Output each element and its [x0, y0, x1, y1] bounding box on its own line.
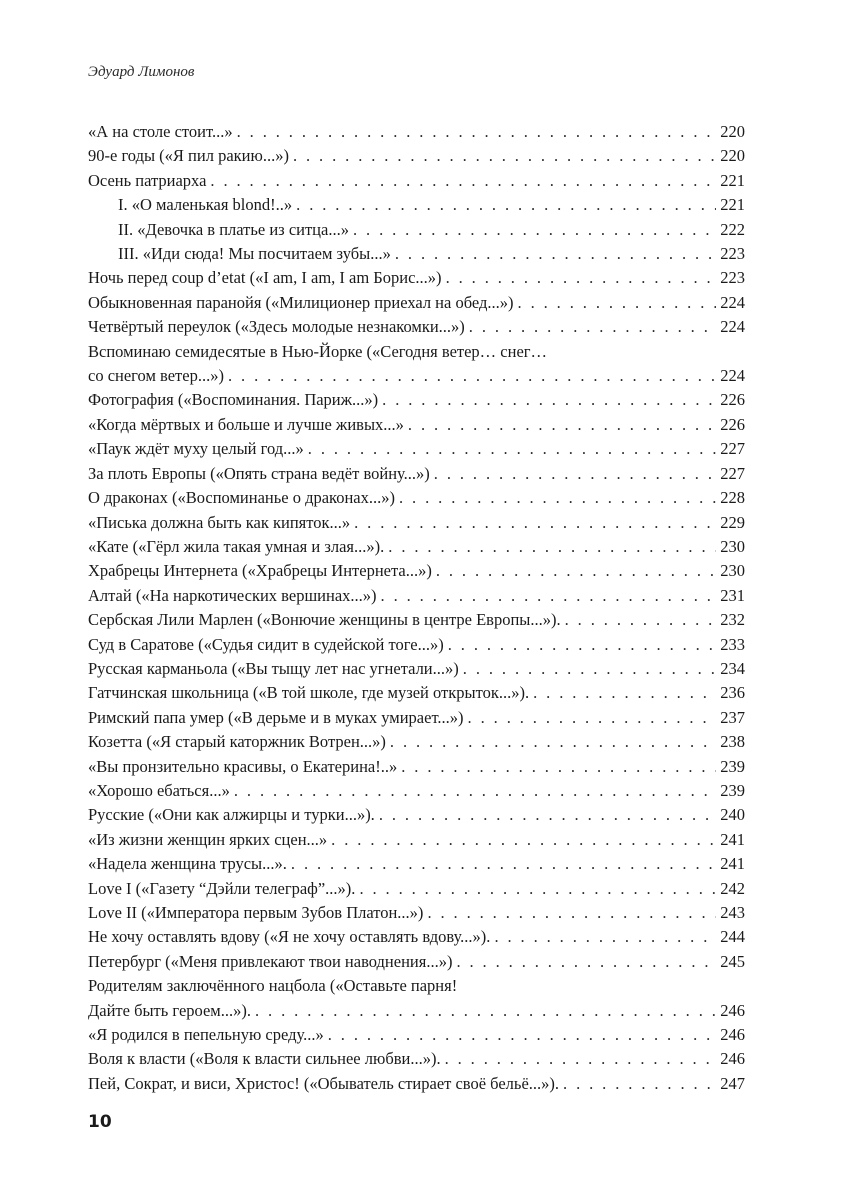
toc-entry [88, 852, 745, 876]
toc-entry-title: Дайте быть героем...»). [88, 1000, 251, 1020]
toc-entry-line [88, 486, 745, 510]
toc-entry [88, 779, 745, 803]
toc-entry-page: 246 [720, 1000, 745, 1020]
toc-entry [88, 169, 745, 193]
toc-entry-line [88, 755, 745, 779]
toc-entry [88, 315, 745, 339]
toc-entry-line [88, 925, 745, 949]
dot-leader [533, 681, 716, 705]
dot-leader [381, 584, 717, 608]
dot-leader [408, 413, 716, 437]
toc-entry-title: «Когда мёртвых и больше и лучше живых...» [88, 414, 404, 434]
toc-entry [88, 462, 745, 486]
toc-entry-title: Пей, Сократ, и виси, Христос! («Обыватель стирает своё бельё...»). [88, 1073, 560, 1093]
toc-entry [88, 755, 745, 779]
toc-entry-title: Римский папа умер («В дерьме и в муках умирает...») [88, 707, 464, 727]
toc-entry-page: 221 [720, 170, 745, 190]
toc-entry-line [88, 803, 745, 827]
toc-entry-line [88, 584, 745, 608]
toc-entry-title: Четвёртый переулок («Здесь молодые незнакомки...») [88, 317, 465, 337]
dot-leader [359, 877, 716, 901]
toc-entry-title: «А на столе стоит...» [88, 122, 233, 141]
toc-entry-page: 241 [720, 829, 745, 849]
toc-entry-title: «Паук ждёт муху целый год...» [88, 439, 304, 459]
toc-entry-page: 224 [720, 366, 745, 386]
toc-entry [88, 413, 745, 437]
toc-entry-page: 232 [720, 610, 745, 630]
dot-leader [427, 901, 716, 925]
toc-entry-title: Love I («Газету “Дэйли телеграф”...»). [88, 878, 356, 898]
toc-entry-title: I. «О маленькая blond!..» [118, 195, 293, 215]
dot-leader [434, 462, 716, 486]
toc-entry [88, 535, 745, 559]
toc-entry-line [88, 388, 745, 412]
dot-leader [237, 120, 717, 144]
toc-entry-line [88, 242, 745, 266]
toc-entry-line [88, 559, 745, 583]
toc-entry-page: 238 [720, 732, 745, 752]
toc-entry [88, 388, 745, 412]
toc-entry-title: «Кате («Гёрл жила такая умная и злая...»). [88, 536, 385, 556]
toc-entry [88, 657, 745, 681]
dot-leader [388, 535, 716, 559]
toc-entry-line [88, 730, 745, 754]
dot-leader [291, 852, 716, 876]
toc-entry-line [88, 266, 745, 290]
dot-leader [210, 169, 716, 193]
toc-entry-page: 227 [720, 463, 745, 483]
toc-entry [88, 950, 745, 974]
toc-entry-line [88, 1072, 745, 1096]
dot-leader [354, 511, 716, 535]
toc-entry [88, 1072, 745, 1096]
toc-entry-title: 90-е годы («Я пил ракию...») [88, 146, 289, 166]
toc-entry-line [88, 144, 745, 168]
toc-entry-page: 244 [720, 927, 745, 947]
dot-leader [446, 266, 717, 290]
toc-entry-title: Храбрецы Интернета («Храбрецы Интернета...») [88, 561, 432, 581]
toc-entry-line [88, 828, 745, 852]
toc-entry-title: Козетта («Я старый каторжник Вотрен...») [88, 732, 386, 752]
dot-leader [399, 486, 716, 510]
dot-leader [228, 364, 716, 388]
toc-entry-page: 226 [720, 390, 745, 410]
toc-entry-page: 246 [720, 1025, 745, 1045]
toc-entry-page: 234 [720, 658, 745, 678]
toc-entry-page: 233 [720, 634, 745, 654]
toc-entry-title: Русская карманьола («Вы тыщу лет нас угнетали...») [88, 658, 459, 678]
toc-entry-title: II. «Девочка в платье из ситца...» [118, 219, 349, 239]
toc-entry [88, 803, 745, 827]
dot-leader [331, 828, 716, 852]
toc-entry-title: Воля к власти («Воля к власти сильнее любви...»). [88, 1049, 441, 1069]
toc-entry-line [88, 974, 745, 998]
toc-entry-line [88, 535, 745, 559]
dot-leader [401, 755, 716, 779]
toc-entry [88, 633, 745, 657]
dot-leader [390, 730, 716, 754]
toc-entry-page: 224 [720, 292, 745, 312]
toc-entry [88, 608, 745, 632]
toc-entry [88, 193, 745, 217]
toc-entry-title: Суд в Саратове («Судья сидит в судейской тоге...») [88, 634, 444, 654]
toc-entry-line [88, 511, 745, 535]
toc-entry-title: Сербская Лили Марлен («Вонючие женщины в центре Европы...»). [88, 610, 561, 630]
toc-entry-title: «Хорошо ебаться...» [88, 780, 230, 800]
toc-entry-page: 227 [720, 439, 745, 459]
toc-entry [88, 681, 745, 705]
toc-entry-line [88, 608, 745, 632]
dot-leader [494, 925, 716, 949]
toc-entry-title: Не хочу оставлять вдову («Я не хочу оставлять вдову...»). [88, 927, 491, 947]
toc-entry [88, 706, 745, 730]
toc-entry-page: 223 [720, 268, 745, 288]
dot-leader [255, 999, 716, 1023]
page-number: 10 [88, 1112, 112, 1132]
toc-entry-page: 224 [720, 317, 745, 337]
toc-entry-line [88, 779, 745, 803]
toc-entry [88, 1047, 745, 1071]
toc-entry [88, 120, 745, 144]
dot-leader [468, 706, 717, 730]
toc-entry-line [88, 437, 745, 461]
dot-leader [563, 1072, 716, 1096]
dot-leader [565, 608, 717, 632]
dot-leader [456, 950, 716, 974]
toc-entry-page: 221 [720, 195, 745, 215]
toc-entry-page: 242 [720, 878, 745, 898]
dot-leader [382, 388, 716, 412]
toc-entry [88, 828, 745, 852]
dot-leader [293, 144, 716, 168]
toc-entry-page: 226 [720, 414, 745, 434]
toc-entry [88, 511, 745, 535]
toc-entry-page: 246 [720, 1049, 745, 1069]
dot-leader [448, 633, 717, 657]
toc-entry-title: За плоть Европы («Опять страна ведёт войну...») [88, 463, 430, 483]
toc-entry-title: «Из жизни женщин ярких сцен...» [88, 829, 328, 849]
toc-entry [88, 1023, 745, 1047]
toc-entry [88, 242, 745, 266]
toc-entry-title: со снегом ветер...») [88, 366, 224, 386]
toc-entry-line [88, 1047, 745, 1071]
toc-entry-page: 229 [720, 512, 745, 532]
toc-entry [88, 559, 745, 583]
toc-entry-page: 245 [720, 951, 745, 971]
toc-entry-page: 222 [720, 219, 745, 239]
toc-entry-line [88, 169, 745, 193]
dot-leader [463, 657, 716, 681]
toc-entry-line [88, 999, 745, 1023]
toc-entry-page: 230 [720, 536, 745, 556]
toc-entry-page: 237 [720, 707, 745, 727]
toc-entry-title: Love II («Императора первым Зубов Платон...») [88, 903, 424, 922]
toc-entry-title: Алтай («На наркотических вершинах...») [88, 585, 377, 605]
toc-entry-page: 240 [720, 805, 745, 825]
toc-entry [88, 974, 745, 1023]
dot-leader [353, 218, 716, 242]
toc-entry [88, 901, 745, 925]
toc-entry-title: Родителям заключённого нацбола («Оставьте парня! [88, 976, 458, 996]
toc-entry [88, 218, 745, 242]
toc-entry-line [88, 315, 745, 339]
toc-entry-page: 241 [720, 854, 745, 874]
toc-entry-title: Русские («Они как алжирцы и турки...»). [88, 805, 375, 825]
toc-entry-title: Вспоминаю семидесятые в Нью-Йорке («Сегодня ветер… снег… [88, 341, 548, 361]
toc-entry-line [88, 1023, 745, 1047]
toc-entry [88, 486, 745, 510]
toc-entry-page: 231 [720, 585, 745, 605]
toc-entry [88, 437, 745, 461]
toc-entry-title: Ночь перед coup d’etat («I am, I am, I am Борис...») [88, 268, 442, 288]
toc-entry [88, 730, 745, 754]
dot-leader [518, 291, 717, 315]
toc-entry-page: 220 [720, 146, 745, 166]
dot-leader [469, 315, 716, 339]
toc-entry-line [88, 193, 745, 217]
dot-leader [234, 779, 716, 803]
toc-entry-title: Осень патриарха [88, 170, 207, 190]
toc-entry-title: III. «Иди сюда! Мы посчитаем зубы...» [118, 244, 391, 264]
toc-entry [88, 144, 745, 168]
toc-entry [88, 266, 745, 290]
toc-entry-title: Гатчинская школьница («В той школе, где музей открыток...»). [88, 683, 530, 703]
dot-leader [379, 803, 716, 827]
toc-entry-page: 236 [720, 683, 745, 703]
toc-entry-page: 243 [720, 903, 745, 922]
toc-entry-title: Фотография («Воспоминания. Париж...») [88, 390, 379, 410]
toc-entry [88, 584, 745, 608]
toc-entry [88, 291, 745, 315]
dot-leader [395, 242, 716, 266]
toc-entry-page: 228 [720, 488, 745, 508]
dot-leader [296, 193, 716, 217]
toc-entry-line [88, 364, 745, 388]
toc-entry [88, 340, 745, 389]
toc-entry-line [88, 950, 745, 974]
toc-entry-title: «Писька должна быть как кипяток...» [88, 512, 351, 532]
toc-entry-line [88, 681, 745, 705]
running-header-author: Эдуард Лимонов [88, 64, 195, 80]
toc-entry-title: «Вы пронзительно красивы, о Екатерина!..» [88, 756, 398, 776]
dot-leader [445, 1047, 717, 1071]
dot-leader [308, 437, 716, 461]
toc-entry-title: «Надела женщина трусы...». [88, 854, 287, 874]
toc-entry-line [88, 413, 745, 437]
toc-entry-page: 230 [720, 561, 745, 581]
toc-entry [88, 925, 745, 949]
toc-entry-title: Петербург («Меня привлекают твои наводнения...») [88, 951, 453, 971]
toc-entry-page: 220 [720, 122, 745, 141]
toc-entry-page: 239 [720, 756, 745, 776]
toc-entry-page: 247 [720, 1073, 745, 1093]
toc-entry-line [88, 462, 745, 486]
toc-entry-line [88, 877, 745, 901]
toc-entry-page: 239 [720, 780, 745, 800]
toc-entry-line [88, 340, 745, 364]
toc-entry-line [88, 901, 745, 925]
toc-entry-line [88, 633, 745, 657]
dot-leader [328, 1023, 717, 1047]
toc-entry-title: «Я родился в пепельную среду...» [88, 1025, 324, 1045]
toc-entry-line [88, 706, 745, 730]
toc-entry-line [88, 120, 745, 144]
toc-entry-title: О драконах («Воспоминанье о драконах...») [88, 488, 395, 508]
toc-entry [88, 877, 745, 901]
toc-entry-line [88, 657, 745, 681]
toc-entry-line [88, 291, 745, 315]
toc-entry-line [88, 218, 745, 242]
dot-leader [436, 559, 716, 583]
toc-entry-title: Обыкновенная паранойя («Милиционер приехал на обед...») [88, 292, 514, 312]
table-of-contents [88, 120, 745, 1096]
toc-entry-line [88, 852, 745, 876]
toc-entry-page: 223 [720, 244, 745, 264]
